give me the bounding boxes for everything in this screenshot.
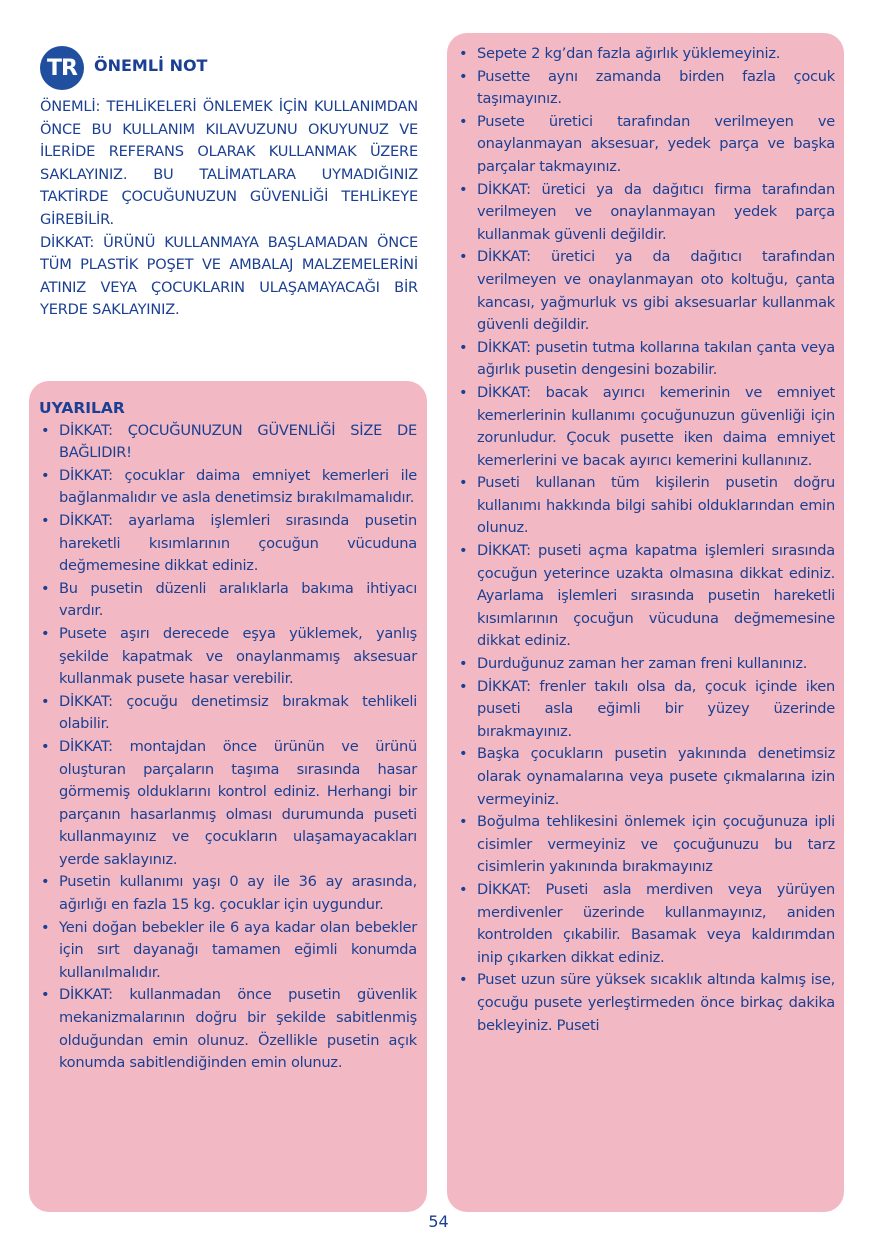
warnings-heading: UYARILAR [39,399,125,417]
bullet-icon: • [459,45,468,62]
warning-item [457,969,835,1037]
bullet-icon: • [459,338,468,356]
warning-item [457,653,835,676]
warning-text: Puset uzun süre yüksek sıcaklık altında kalmış ise, çocuğu pusete yerleştirmeden önce birkaç dakika bekleyiniz. Puseti [477,971,835,1034]
bullet-icon: • [459,971,468,989]
warning-item [457,111,835,179]
warning-item [457,66,835,111]
bullet-icon: • [459,655,468,673]
warning-text: Yeni doğan bebekler ile 6 aya kadar olan bebekler için sırt dayanağı tamamen eğimli konumda kullanılmalıdır. [59,918,417,981]
warning-text: DİKKAT: çocuğu denetimsiz bırakmak tehlikeli olabilir. [59,692,417,733]
warning-text: Pusete aşırı derecede eşya yüklemek, yanlış şekilde kapatmak ve onaylanmamış aksesuar kullanmak pusete hasar verebilir. [59,624,417,688]
warning-item [39,984,417,1074]
bullet-icon: • [459,474,468,492]
warning-text: DİKKAT: çocuklar daima emniyet kemerleri ile bağlanmalıdır ve asla denetimsiz bırakılmamalıdır. [59,466,417,507]
warning-text: DİKKAT: ayarlama işlemleri sırasında pusetin hareketli kısımlarının çocuğun vücuduna değmemesine dikkat ediniz. [59,511,417,575]
warning-item [457,472,835,540]
warning-text: Durduğunuz zaman her zaman freni kullanınız. [477,655,808,673]
warning-text: DİKKAT: frenler takılı olsa da, çocuk içinde iken puseti asla eğimli bir yüzey üzerinde bırakmayınız. [477,677,835,740]
warning-item [457,382,835,472]
bullet-icon: • [41,421,50,439]
bullet-icon: • [459,813,468,831]
bullet-icon: • [459,745,468,763]
bullet-icon: • [459,67,468,85]
bullet-icon: • [459,542,468,560]
warning-text: Boğulma tehlikesini önlemek için çocuğunuza ipli cisimler vermeyiniz ve çocuğunuzu bu tarz cisimlerin yakınında bırakmayınız [477,813,835,876]
warning-text: Başka çocukların pusetin yakınında denetimsiz olarak oynamalarına veya pusete çıkmalarına izin vermeyiniz. [477,745,835,808]
bullet-icon: • [459,383,468,401]
intro-paragraph-2: DİKKAT: ÜRÜNÜ KULLANMAYA BAŞLAMADAN ÖNCE TÜM PLASTİK POŞET VE AMBALAJ MALZEMELERİNİ ATINIZ VEYA ÇOCUKLARIN ULAŞAMAYACAĞI BİR YERDE SAKLAYINIZ. [40,233,418,319]
bullet-icon: • [41,579,50,597]
warning-text: DİKKAT: ÇOCUĞUNUZUN GÜVENLİĞİ SİZE DE BAĞLIDIR! [59,421,417,462]
warnings-box [29,381,427,1212]
language-badge: TR [40,46,84,90]
intro-text [40,96,418,322]
warning-item [457,179,835,247]
warnings-list [39,420,417,1075]
warning-item [457,743,835,811]
warnings-box-continued [447,33,844,1212]
bullet-icon: • [459,677,468,695]
warning-item [39,578,417,623]
bullet-icon: • [41,692,50,710]
warning-item [39,871,417,916]
page-title: ÖNEMLİ NOT [94,56,208,75]
warning-item [457,337,835,382]
warning-item [39,420,417,465]
warning-text: DİKKAT: pusetin tutma kollarına takılan çanta veya ağırlık pusetin dengesini bozabilir. [477,338,835,379]
intro-paragraph-1: ÖNEMLİ: TEHLİKELERİ ÖNLEMEK İÇİN KULLANIMDAN ÖNCE BU KULLANIM KILAVUZUNU OKUYUNUZ VE İLERİDE REFERANS OLARAK KULLANMAK ÜZERE SAKLAYINIZ. BU TALİMATLARA UYMADIĞINIZ TAKTİRDE ÇOCUĞUNUZUN GÜVENLİĞİ TEHLİKEYE GİREBİLİR. [40,98,418,228]
bullet-icon: • [41,624,50,642]
warning-text: Sepete 2 kg’dan fazla ağırlık yüklemeyiniz. [477,45,781,62]
warning-item [457,811,835,879]
bullet-icon: • [41,466,50,484]
warning-text: DİKKAT: montajdan önce ürünün ve ürünü oluşturan parçaların taşıma sırasında hasar görmemiş olduklarını kontrol ediniz. Herhangi bir parçanın hasarlanmış olması durumunda puseti kullanmayınız ve çocukların ulaşamayacakları yerde saklayınız. [59,737,417,868]
warning-text: DİKKAT: kullanmadan önce pusetin güvenlik mekanizmalarının doğru bir şekilde sabitlenmiş olduğundan emin olunuz. Özellikle pusetin açık konumda sabitlendiğinden emin olunuz. [59,986,417,1072]
bullet-icon: • [41,511,50,529]
bullet-icon: • [459,180,468,198]
warning-item [39,691,417,736]
warning-text: Pusetin kullanımı yaşı 0 ay ile 36 ay arasında, ağırlığı en fazla 15 kg. çocuklar için uygundur. [59,873,417,914]
bullet-icon: • [41,737,50,755]
warning-text: Pusette aynı zamanda birden fazla çocuk taşımayınız. [477,67,835,108]
bullet-icon: • [41,918,50,936]
warning-item [39,736,417,872]
warning-item [457,676,835,744]
warning-item [457,540,835,653]
warning-text: DİKKAT: üretici ya da dağıtıcı tarafından verilmeyen ve onaylanmayan oto koltuğu, çanta kancası, yağmurluk vs gibi aksesuarlar kullanmak güvenli değildir. [477,248,835,334]
bullet-icon: • [459,248,468,266]
warnings-list-continued [457,43,835,1037]
warning-item [457,879,835,969]
warning-text: DİKKAT: üretici ya da dağıtıcı firma tarafından verilmeyen ve onaylanmayan yedek parça kullanmak güvenli değildir. [477,180,835,243]
warning-text: Bu pusetin düzenli aralıklarla bakıma ihtiyacı vardır. [59,579,417,620]
warning-item [457,43,835,66]
bullet-icon: • [459,112,468,130]
warning-item [39,465,417,510]
bullet-icon: • [41,986,50,1004]
warning-item [39,623,417,691]
warning-text: Pusete üretici tarafından verilmeyen ve onaylanmayan aksesuar, yedek parça ve başka parçalar takmayınız. [477,112,835,175]
warning-text: DİKKAT: Puseti asla merdiven veya yürüyen merdivenler üzerinde kullanmayınız, aniden kontrolden çıkabilir. Basamak veya kaldırımdan inip çıkarken dikkat ediniz. [477,880,835,966]
warning-text: Puseti kullanan tüm kişilerin pusetin doğru kullanımı hakkında bilgi sahibi olduklarından emin olunuz. [477,474,835,537]
warning-item [39,510,417,578]
page-number: 54 [428,1212,449,1231]
warning-item [39,917,417,985]
bullet-icon: • [41,873,50,891]
warning-text: DİKKAT: bacak ayırıcı kemerinin ve emniyet kemerlerinin kullanımı çocuğunuzun güvenliği için zorunludur. Çocuk pusette iken daima emniyet kemerlerini ve bacak ayırıcı kemerini kullanınız. [477,383,835,469]
warning-text: DİKKAT: puseti açma kapatma işlemleri sırasında çocuğun yeterince uzakta olmasına dikkat ediniz. Ayarlama işlemleri sırasında pusetin hareketli kısımlarının çocuğun vücuduna değmemesine dikkat ediniz. [477,542,835,650]
bullet-icon: • [459,880,468,898]
warning-item [457,246,835,336]
